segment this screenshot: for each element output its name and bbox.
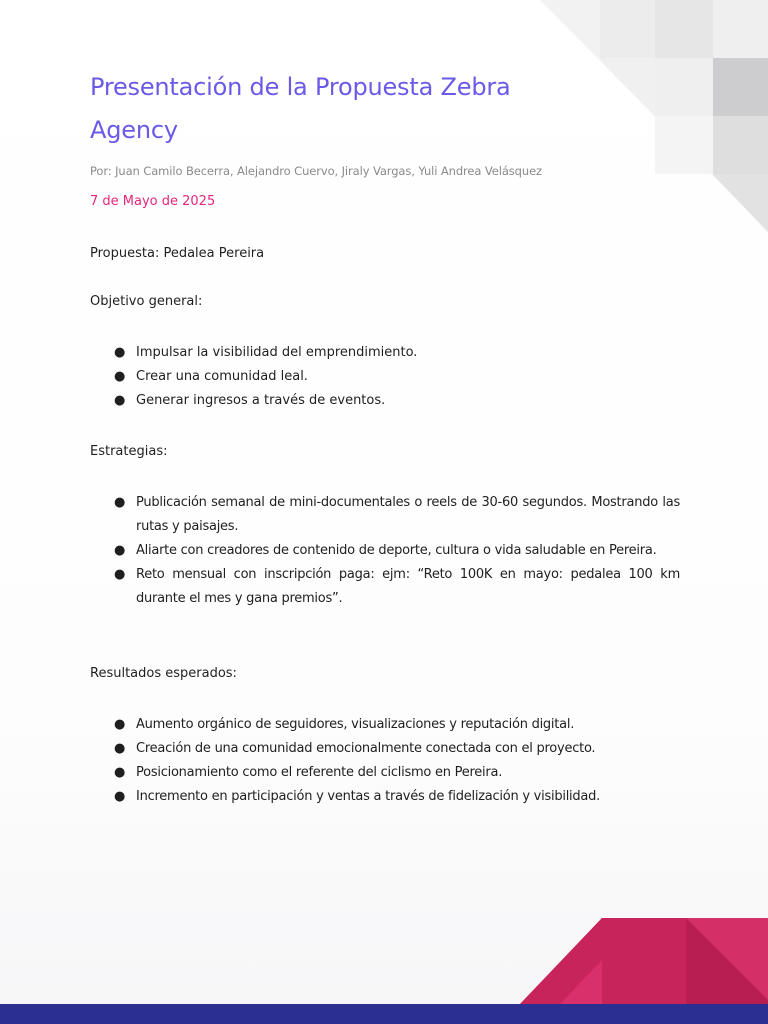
proposal-line: Propuesta: Pedalea Pereira — [90, 246, 265, 261]
list-item: ● Impulsar la visibilidad del emprendimiento. — [90, 341, 680, 365]
document-title — [90, 66, 680, 152]
title-line-2: Agency — [90, 116, 178, 144]
document-date: 7 de Mayo de 2025 — [90, 194, 216, 209]
list-item: ● Posicionamiento como el referente del ciclismo en Pereira. — [90, 761, 680, 785]
bottom-bar — [0, 1004, 768, 1024]
bullet-icon: ● — [114, 345, 126, 360]
strategies-heading: Estrategias: — [90, 444, 168, 459]
bullet-icon: ● — [114, 393, 126, 408]
strategies-list — [90, 491, 680, 611]
bullet-icon: ● — [114, 495, 126, 510]
list-item: ● Publicación semanal de mini-documentales o reels de 30-60 segundos. Mostrando las rutas y paisajes. — [90, 491, 680, 539]
objective-heading: Objetivo general: — [90, 294, 203, 309]
objectives-list — [90, 341, 680, 413]
list-item: ● Reto mensual con inscripción paga: ejm: “Reto 100K en mayo: pedalea 100 km durante el mes y gana premios”. — [90, 563, 680, 611]
bottom-decoration — [0, 900, 768, 1024]
list-item: ● Crear una comunidad leal. — [90, 365, 680, 389]
list-item: ● Incremento en participación y ventas a través de fidelización y visibilidad. — [90, 785, 680, 809]
results-list — [90, 713, 680, 809]
bullet-icon: ● — [114, 765, 126, 780]
bullet-icon: ● — [114, 543, 126, 558]
bullet-icon: ● — [114, 789, 126, 804]
list-item: ● Aliarte con creadores de contenido de deporte, cultura o vida saludable en Pereira. — [90, 539, 680, 563]
bullet-icon: ● — [114, 741, 126, 756]
bullet-icon: ● — [114, 567, 126, 582]
authors-line: Por: Juan Camilo Becerra, Alejandro Cuervo, Jiraly Vargas, Yuli Andrea Velásquez — [90, 164, 542, 178]
document-body — [90, 66, 680, 809]
title-line-1: Presentación de la Propuesta Zebra — [90, 73, 511, 101]
results-heading: Resultados esperados: — [90, 666, 237, 681]
list-item: ● Generar ingresos a través de eventos. — [90, 389, 680, 413]
bullet-icon: ● — [114, 369, 126, 384]
list-item: ● Creación de una comunidad emocionalmente conectada con el proyecto. — [90, 737, 680, 761]
list-item: ● Aumento orgánico de seguidores, visualizaciones y reputación digital. — [90, 713, 680, 737]
bullet-icon: ● — [114, 717, 126, 732]
